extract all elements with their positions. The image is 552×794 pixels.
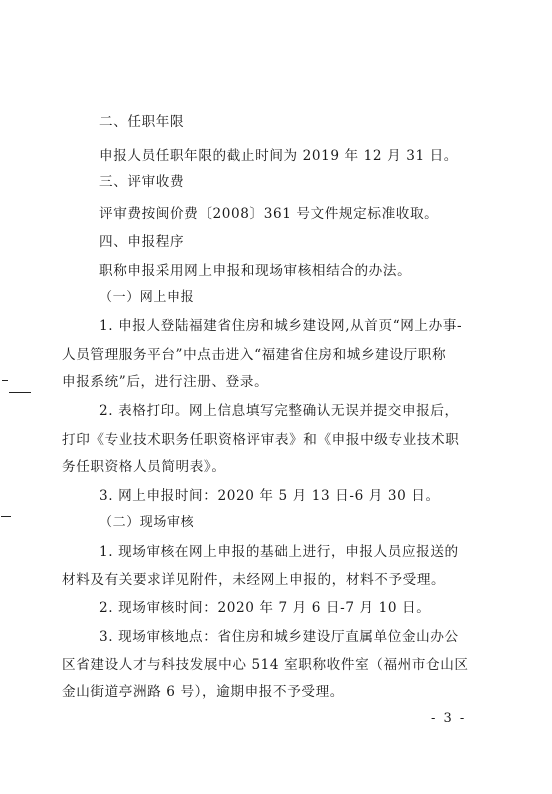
section-heading-procedure: 四、申报程序 xyxy=(99,234,185,250)
subheading-online: （一）网上申报 xyxy=(99,290,195,305)
scan-mark xyxy=(2,380,8,381)
section-heading-fees: 三、评审收费 xyxy=(99,174,185,190)
page-number: - 3 - xyxy=(431,711,467,726)
paragraph-line: 2. 表格打印。网上信息填写完整确认无误并提交申报后， xyxy=(99,403,459,419)
paragraph-line: 申报系统”后，进行注册、登录。 xyxy=(62,374,269,390)
section-heading-tenure: 二、任职年限 xyxy=(99,114,185,130)
paragraph-line: 3. 网上申报时间：2020 年 5 月 13 日-6 月 30 日。 xyxy=(99,488,440,504)
paragraph-line: 评审费按闽价费〔2008〕361 号文件规定标准收取。 xyxy=(99,206,439,222)
paragraph-line: 3. 现场审核地点：省住房和城乡建设厅直属单位金山办公 xyxy=(99,629,459,645)
paragraph-line: 人员管理服务平台”中点击进入“福建省住房和城乡建设厅职称 xyxy=(62,347,447,363)
paragraph-line: 材料及有关要求详见附件，未经网上申报的，材料不予受理。 xyxy=(62,572,446,588)
paragraph-line: 务任职资格人员简明表》。 xyxy=(62,459,226,475)
subheading-onsite: （二）现场审核 xyxy=(99,515,195,530)
paragraph-line: 职称申报采用网上申报和现场审核相结合的办法。 xyxy=(99,263,412,279)
paragraph-line: 申报人员任职年限的截止时间为 2019 年 12 月 31 日。 xyxy=(99,148,459,164)
paragraph-line: 1. 现场审核在网上申报的基础上进行，申报人员应报送的 xyxy=(99,544,459,560)
paragraph-line: 区省建设人才与科技发展中心 514 室职称收件室（福州市仓山区 xyxy=(62,657,469,673)
paragraph-line: 2. 现场审核时间：2020 年 7 月 6 日-7 月 10 日。 xyxy=(99,600,431,616)
scan-mark xyxy=(9,392,31,393)
paragraph-line: 1. 申报人登陆福建省住房和城乡建设网,从首页“网上办事- xyxy=(99,318,463,334)
paragraph-line: 打印《专业技术职务任职资格评审表》和《申报中级专业技术职 xyxy=(62,432,460,448)
paragraph-line: 金山街道亭洲路 6 号），逾期申报不予受理。 xyxy=(62,684,344,700)
scan-mark xyxy=(1,516,11,517)
